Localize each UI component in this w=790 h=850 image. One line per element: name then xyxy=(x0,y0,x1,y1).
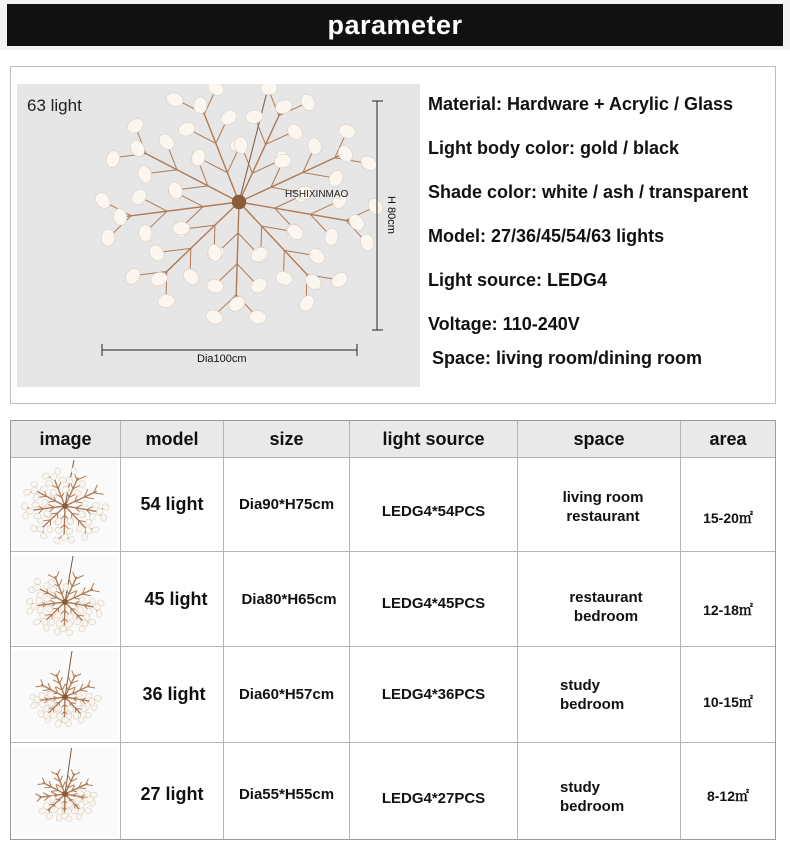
banner-bar xyxy=(7,4,783,46)
chandelier-thumbnail xyxy=(12,748,118,836)
model-cell: 36 light xyxy=(142,684,206,704)
product-photo xyxy=(17,84,420,387)
spec-space: Space: living room/dining room xyxy=(432,348,703,368)
space-line-1: restaurant xyxy=(569,589,643,606)
width-dimension-label: Dia100cm xyxy=(197,353,247,365)
space-line-1: study xyxy=(560,779,601,796)
model-cell: 45 light xyxy=(144,588,208,609)
spec-body-color: Light body color: gold / black xyxy=(428,138,679,158)
model-cell: 54 light xyxy=(140,494,204,514)
header-image: image xyxy=(11,421,120,457)
header-area: area xyxy=(681,421,775,457)
header-size: size xyxy=(224,421,349,457)
chandelier-thumbnail xyxy=(12,460,118,548)
spec-voltage: Voltage: 110-240V xyxy=(428,314,580,334)
light-source-cell: LEDG4*54PCS xyxy=(381,503,486,520)
header-space: space xyxy=(518,421,680,457)
space-cell xyxy=(560,743,660,839)
header-light-source: light source xyxy=(350,421,517,457)
space-line-2: bedroom xyxy=(560,695,625,713)
space-cell xyxy=(518,458,688,551)
space-line-2: bedroom xyxy=(573,608,639,625)
size-cell: Dia55*H55cm xyxy=(238,785,335,803)
area-cell: 8-12㎡ xyxy=(706,788,750,804)
spec-material: Material: Hardware + Acrylic / Glass xyxy=(428,94,733,114)
size-cell: Dia90*H75cm xyxy=(238,496,335,513)
spec-shade-color: Shade color: white / ash / transparent xyxy=(428,182,749,202)
chandelier-illustration xyxy=(17,84,420,387)
size-cell: Dia60*H57cm xyxy=(238,686,335,703)
space-line-2: restaurant xyxy=(566,507,640,525)
area-cell: 10-15㎡ xyxy=(703,693,753,710)
model-cell: 27 light xyxy=(140,783,204,804)
spec-model: Model: 27/36/45/54/63 lights xyxy=(428,226,665,246)
spec-light-source: Light source: LEDG4 xyxy=(428,270,608,290)
light-source-cell: LEDG4*45PCS xyxy=(381,594,486,612)
header-model: model xyxy=(121,421,223,457)
area-cell: 12-18㎡ xyxy=(703,602,753,618)
space-line-2: bedroom xyxy=(560,798,625,815)
height-dimension-label: H 80cm xyxy=(385,196,397,234)
space-cell xyxy=(518,552,694,646)
banner-title: parameter xyxy=(327,9,463,40)
space-line-1: living room xyxy=(562,488,644,506)
space-cell xyxy=(560,647,660,742)
chandelier-thumbnail xyxy=(12,651,118,739)
light-source-cell: LEDG4*27PCS xyxy=(381,789,486,807)
watermark: HSHIXINMAO xyxy=(285,189,349,200)
size-cell: Dia80*H65cm xyxy=(241,590,337,608)
space-line-1: study xyxy=(560,676,601,694)
banner xyxy=(0,0,790,50)
chandelier-thumbnail xyxy=(12,556,118,644)
area-cell: 15-20㎡ xyxy=(703,509,753,526)
light-source-cell: LEDG4*36PCS xyxy=(381,686,486,703)
photo-label: 63 light xyxy=(27,96,82,115)
